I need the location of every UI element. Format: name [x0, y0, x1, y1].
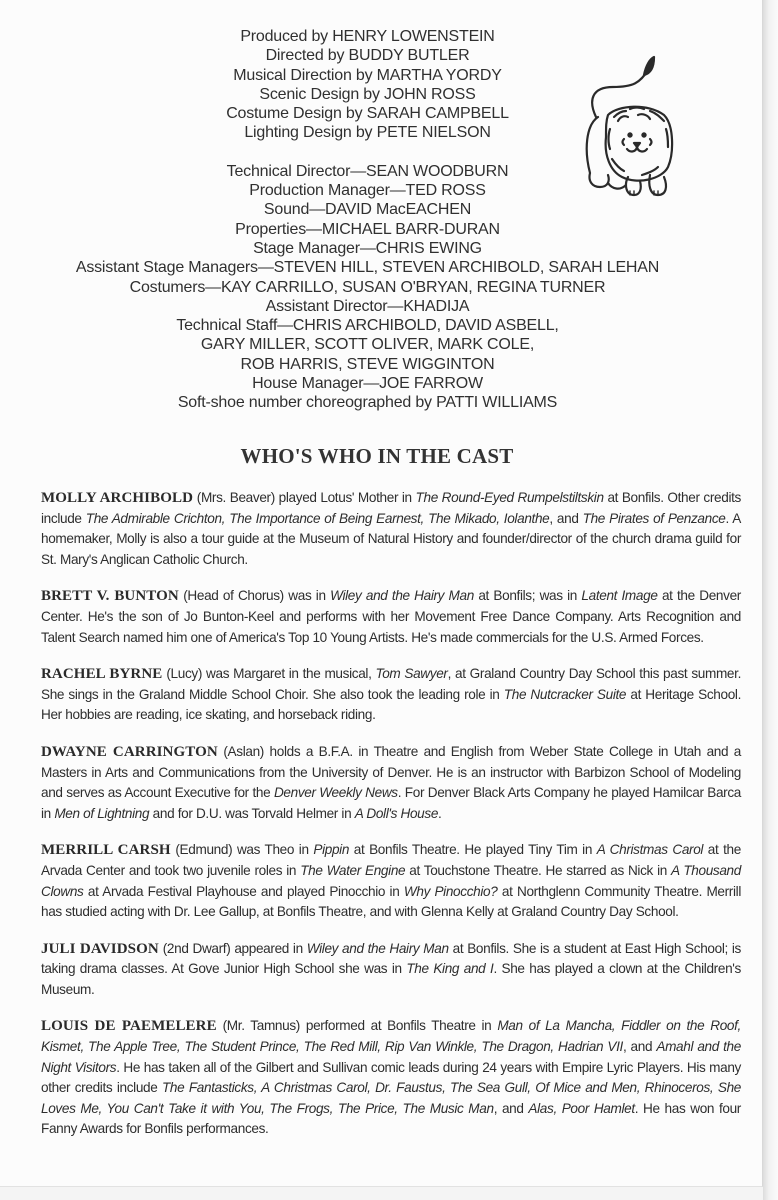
- production-title: The King and I: [406, 961, 494, 977]
- production-title: The Water Engine: [300, 862, 406, 878]
- bio-text: (Mrs. Beaver) played Lotus' Mother in: [193, 490, 416, 505]
- bio-text: (Edmund) was Theo in: [170, 842, 314, 858]
- production-title: A Thousand Clowns: [41, 862, 741, 899]
- credit-line: Assistant Stage Managers—STEVEN HILL, STEVEN ARCHIBOLD, SARAH LEHAN: [75, 259, 660, 277]
- bio-text: at Touchstone Theatre. He starred as Nick in: [405, 862, 672, 878]
- production-title: Alas, Poor Hamlet: [528, 1100, 635, 1116]
- cast-member-name: JULI DAVIDSON: [41, 940, 159, 957]
- bio-text: at Bonfils; was in: [473, 588, 582, 604]
- production-title: Denver Weekly News: [273, 785, 398, 801]
- credit-line: Properties—MICHAEL BARR-DURAN: [235, 220, 500, 238]
- production-title: A Christmas Carol: [596, 842, 704, 858]
- bio-text: and for D.U. was Torvald Helmer in: [149, 805, 355, 821]
- production-title: Wiley and the Hairy Man: [306, 940, 449, 956]
- credit-line: GARY MILLER, SCOTT OLIVER, MARK COLE,: [200, 336, 535, 354]
- bio-text: at Heritage School. Her hobbies are reading, ice skating, and horseback riding.: [41, 686, 742, 723]
- production-title: Tom Sawyer: [375, 666, 448, 682]
- credit-line: Costumers—KAY CARRILLO, SUSAN O'BRYAN, REGINA TURNER: [129, 278, 606, 296]
- credit-line: Assistant Director—KHADIJA: [265, 297, 470, 315]
- credit-line: Directed by BUDDY BUTLER: [265, 47, 470, 65]
- cast-bio: [41, 488, 741, 570]
- credit-line: Technical Director—SEAN WOODBURN: [226, 162, 509, 180]
- page-edge: [763, 0, 778, 1200]
- bio-text: (Mr. Tamnus) performed at Bonfils Theatre in: [216, 1018, 498, 1034]
- production-title: Latent Image: [581, 588, 658, 604]
- lion-illustration-icon: [578, 55, 678, 205]
- cast-bio: [41, 664, 741, 726]
- cast-bio: [41, 586, 741, 648]
- bio-text: at Bonfils Theatre. He played Tiny Tim in: [349, 842, 597, 858]
- bio-text: at Bonfils. She is a student at East High School; is taking drama classes. At Gove Junior High School she was in: [41, 940, 741, 977]
- credit-line: Technical Staff—CHRIS ARCHIBOLD, DAVID ASBELL,: [176, 317, 559, 335]
- credit-line: House Manager—JOE FARROW: [252, 375, 483, 393]
- credit-line: Sound—DAVID MacEACHEN: [263, 201, 472, 219]
- production-title: Amahl and the Night Visitors: [41, 1039, 741, 1075]
- bio-text: , at Graland Country Day School this past summer. She sings in the Graland Middle School Choir. She also took the leading role in: [41, 666, 741, 702]
- cast-bio: [41, 939, 741, 1001]
- bio-text: (Head of Chorus) was in: [178, 588, 331, 604]
- section-heading: WHO'S WHO IN THE CAST: [240, 444, 514, 468]
- credit-line: Stage Manager—CHRIS EWING: [253, 239, 482, 257]
- bio-text: , and: [549, 510, 583, 526]
- production-title: The Fantasticks, A Christmas Carol, Dr. Faustus, The Sea Gull, Of Mice and Men, Rhinoceros, She Loves Me, You Can't Take it with You, The Frogs, The Price, The Music Man: [41, 1080, 741, 1116]
- credit-line: Produced by HENRY LOWENSTEIN: [240, 28, 495, 45]
- bio-text: , and: [493, 1100, 529, 1116]
- production-title: Wiley and the Hairy Man: [330, 588, 474, 604]
- production-title: The Admirable Crichton, The Importance of Being Earnest, The Mikado, Iolanthe: [85, 510, 550, 526]
- cast-member-name: DWAYNE CARRINGTON: [41, 743, 218, 760]
- bio-text: , and: [622, 1039, 657, 1055]
- production-title: Why Pinocchio?: [403, 883, 498, 899]
- cast-member-name: MERRILL CARSH: [41, 842, 171, 859]
- bio-text: . For Denver Black Arts Company he played Hamilcar Barca in: [41, 785, 742, 821]
- credit-line: Scenic Design by JOHN ROSS: [259, 85, 476, 103]
- bio-text: . He has taken all of the Gilbert and Sullivan comic leads during 24 years with Empire Lyric Players. His many other credits include: [41, 1059, 741, 1096]
- production-title: The Pirates of Penzance: [582, 510, 726, 526]
- cast-member-name: LOUIS DE PAEMELERE: [41, 1018, 217, 1035]
- bio-text: at Bonfils. Other credits include: [41, 490, 741, 526]
- credit-line: ROB HARRIS, STEVE WIGGINTON: [240, 355, 495, 373]
- credit-line: Costume Design by SARAH CAMPBELL: [226, 105, 509, 123]
- production-title: The Nutcracker Suite: [503, 686, 627, 702]
- bio-text: . A homemaker, Molly is also a tour guide at the Museum of Natural History and founder/director of the church drama guild for St. Mary's Anglican Catholic Church.: [41, 510, 741, 567]
- bio-text: .: [438, 805, 442, 821]
- cast-member-name: BRETT V. BUNTON: [41, 588, 179, 605]
- cast-member-name: RACHEL BYRNE: [41, 666, 163, 683]
- bio-text: at the Denver Center. He's the son of Jo Bunton-Keel and performs with her Movement Free Dance Company. Arts Recognition and Talent Search named him one of America's Top 10 Young Artists. He's made commercials for the U.S. Armed Forces.: [41, 588, 741, 645]
- bio-text: at Northglenn Community Theatre. Merrill has studied acting with Dr. Lee Gallup, at Bonfils Theatre, and with Glenna Kelly at Graland Country Day School.: [41, 883, 741, 920]
- cast-bio: [41, 840, 741, 922]
- bio-text: (2nd Dwarf) appeared in: [158, 940, 307, 956]
- production-title: Men of Lightning: [54, 805, 150, 821]
- credit-line: Production Manager—TED ROSS: [249, 182, 486, 200]
- cast-bios: [41, 488, 741, 1156]
- cast-bio: [41, 1016, 741, 1140]
- bio-text: (Aslan) holds a B.F.A. in Theatre and English from Weber State College in Utah and a Masters in Arts and Communications from the University of Denver. He is an instructor with Barbizon School of Modeling and serves as Account Executive for the: [41, 743, 741, 801]
- bio-text: at the Arvada Center and took two juvenile roles in: [41, 842, 741, 878]
- credit-line: Lighting Design by PETE NIELSON: [244, 124, 491, 142]
- production-title: The Round-Eyed Rumpelstiltskin: [415, 490, 604, 505]
- credit-line: Soft-shoe number choreographed by PATTI WILLIAMS: [177, 394, 558, 412]
- production-title: A Doll's House: [354, 805, 439, 821]
- cast-bio: [41, 742, 741, 824]
- bio-text: (Lucy) was Margaret in the musical,: [162, 666, 376, 682]
- cast-member-name: MOLLY ARCHIBOLD: [41, 490, 194, 506]
- credit-line: Musical Direction by MARTHA YORDY: [233, 66, 502, 84]
- bio-text: at Arvada Festival Playhouse and played Pinocchio in: [83, 883, 404, 899]
- production-title: Man of La Mancha, Fiddler on the Roof, Kismet, The Apple Tree, The Student Prince, The Red Mill, Rip Van Winkle, The Dragon, Hadrian VII: [41, 1018, 741, 1055]
- production-title: Pippin: [313, 842, 350, 858]
- bio-text: . She has played a clown at the Children's Museum.: [41, 961, 741, 997]
- bio-text: . He has won four Fanny Awards for Bonfils performances.: [41, 1100, 741, 1137]
